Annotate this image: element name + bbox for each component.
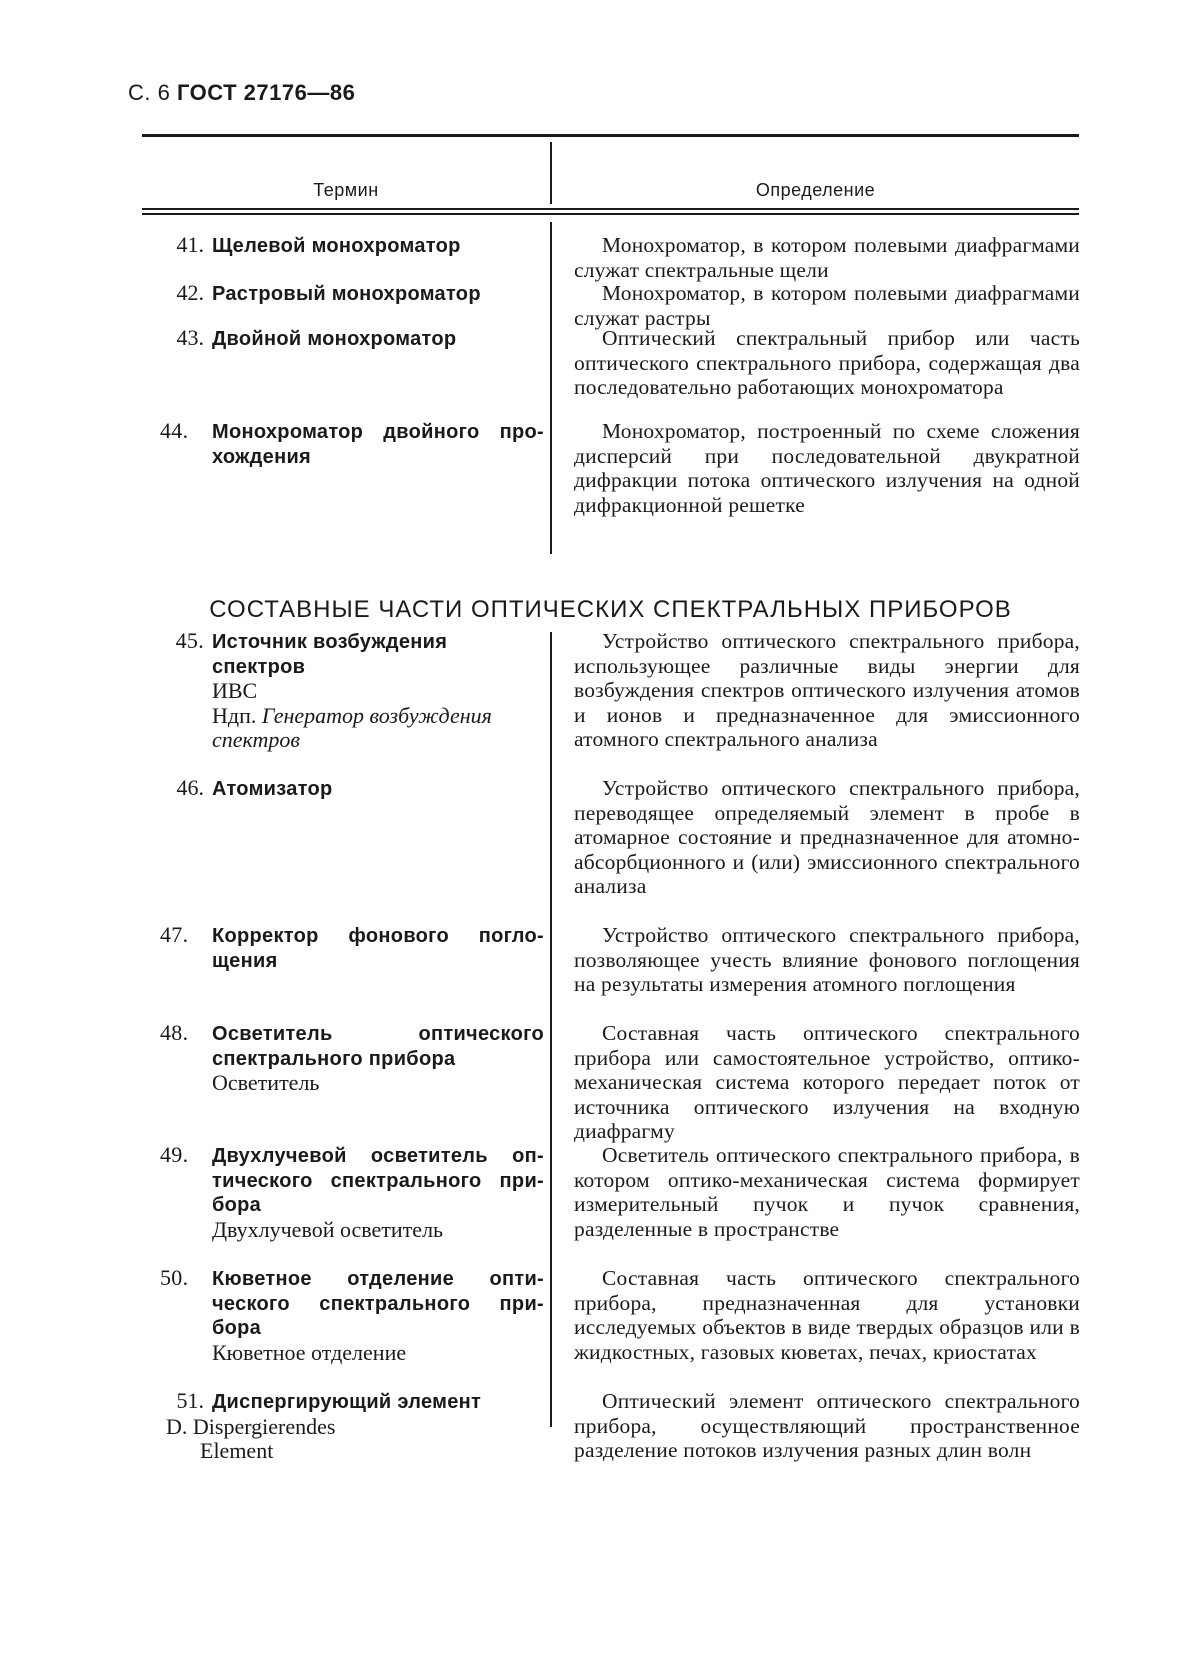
term-51-foreign: D. Dispergierendes [166, 1413, 336, 1439]
column-divider-2 [550, 632, 552, 1427]
head-rule-1 [142, 208, 1079, 210]
term-47: 47. Корректор фонового погло- щения [160, 922, 544, 972]
term-49-short: Двухлучевой осветитель [212, 1216, 444, 1242]
term-51: 51. Диспергирующий элемент D. Dispergierendes Element [160, 1389, 544, 1464]
page-number: С. 6 [128, 80, 171, 105]
definition-47: Устройство оптического спектрального прибора, позволяющее учесть влияние фонового поглощения на результаты измерения атомного поглощения [574, 923, 1080, 996]
column-head-definition: Определение [755, 180, 876, 200]
term-50-short: Кюветное отделение [212, 1339, 407, 1365]
term-48-short: Осветитель [212, 1070, 320, 1095]
term-45-nonrecommended: Ндп. Генератор возбуждения [212, 702, 492, 728]
term-43: 43. Двойной монохроматор [176, 325, 457, 350]
top-rule [142, 134, 1079, 137]
definition-45: Устройство оптического спектрального прибора, использующее различные виды энергии для возбуждения спектров оптического излучения атомов и ионов и предназначенное для эмиссионного атомного спектрального анализа [574, 629, 1080, 751]
page-header [128, 80, 355, 106]
term-45: 45. Источник возбуждения спектров ИВС Ндп. Генератор возбуждения спектров [160, 629, 544, 753]
head-rule-2 [142, 213, 1079, 215]
term-42: 42. Растровый монохроматор [176, 280, 481, 305]
term-49: 49. Двухлучевой осветитель оп- тического спектрального при- бора Двухлучевой осветитель [160, 1142, 544, 1242]
definition-44: Монохроматор, построенный по схеме сложения дисперсий при последовательной двукратной дифракции потока оптического излучения на одной дифракционной решетке [574, 419, 1080, 517]
definition-49: Осветитель оптического спектрального прибора, в котором оптико-механическая система формирует измерительный пучок и пучок сравнения, разделенные в пространстве [574, 1143, 1080, 1241]
section-title: СОСТАВНЫЕ ЧАСТИ ОПТИЧЕСКИХ СПЕКТРАЛЬНЫХ ПРИБОРОВ [209, 596, 1012, 623]
term-44: 44. Монохроматор двойного про- хождения [160, 418, 544, 468]
definition-48: Составная часть оптического спектрального прибора или самостоятельное устройство, оптико-механическая система которого передает поток от источника оптического излучения на входную диафрагму [574, 1021, 1080, 1143]
definition-46: Устройство оптического спектрального прибора, переводящее определяемый элемент в пробе в атомарное состояние и предназначенное для атомно-абсорбционного и (или) эмиссионного спектрального анализа [574, 776, 1080, 898]
definition-42: Монохроматор, в котором полевыми диафрагмами служат растры [574, 281, 1080, 330]
term-41: 41. Щелевой монохроматор [176, 232, 461, 257]
definition-51: Оптический элемент оптического спектрального прибора, осуществляющий пространственное разделение потоков излучения разных длин волн [574, 1389, 1080, 1462]
term-46: 46. Атомизатор [176, 775, 333, 800]
term-48: 48. Осветитель оптического спектрального прибора Осветитель [160, 1020, 544, 1095]
definition-41: Монохроматор, в котором полевыми диафрагмами служат спектральные щели [574, 233, 1080, 282]
document-code: ГОСТ 27176—86 [176, 80, 356, 105]
column-divider-1 [550, 222, 552, 554]
term-45-abbreviation: ИВС [212, 678, 258, 703]
column-head-term: Термин [313, 180, 379, 200]
definition-50: Составная часть оптического спектрального прибора, предназначенная для установки исследуемых объектов в виде твердых образцов или в жидкостных, газовых кюветах, печах, криостатах [574, 1266, 1080, 1364]
definition-43: Оптический спектральный прибор или часть оптического спектрального прибора, содержащая два последовательно работающих монохроматора [574, 326, 1080, 399]
term-50: 50. Кюветное отделение опти- ческого спектрального при- бора Кюветное отделение [160, 1265, 544, 1365]
